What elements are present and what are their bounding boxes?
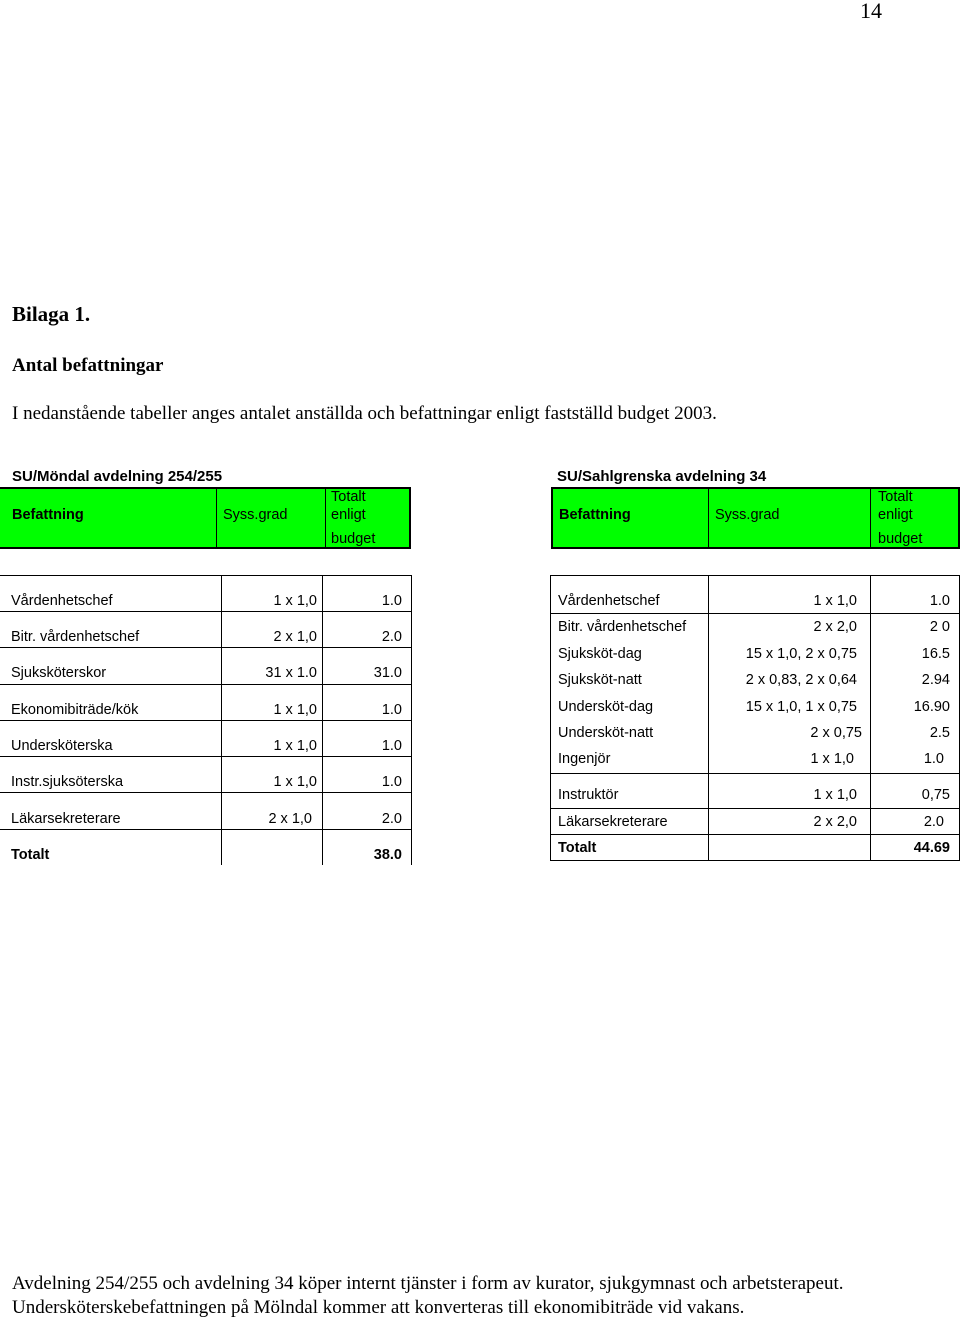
- cell-label: Ekonomibiträde/kök: [11, 702, 139, 718]
- header-befattning: Befattning: [12, 507, 84, 523]
- cell-total: 16.90: [913, 699, 950, 715]
- cell-label: Undersköt-natt: [558, 725, 654, 741]
- section-heading: Antal befattningar: [12, 355, 164, 376]
- cell-total: 2.0: [381, 629, 402, 645]
- cell-syss: 1 x 1,0: [273, 774, 317, 790]
- header-totalt: Totalt: [331, 489, 366, 505]
- total-value: 38.0: [373, 847, 402, 863]
- cell-total: 2.0: [923, 814, 944, 830]
- cell-syss: 2 x 2,0: [813, 619, 857, 635]
- cell-syss: 2 x 0,75: [810, 725, 862, 741]
- header-enligt: enligt: [878, 507, 913, 523]
- total-label: Totalt: [558, 840, 597, 856]
- cell-syss: 15 x 1,0, 2 x 0,75: [745, 646, 857, 662]
- cell-total: 1.0: [381, 738, 402, 754]
- cell-total: 1.0: [381, 702, 402, 718]
- cell-total: 1.0: [381, 774, 402, 790]
- right-table-caption: SU/Sahlgrenska avdelning 34: [557, 468, 767, 485]
- cell-label: Sjuksköt-dag: [558, 646, 642, 662]
- header-syss-grad: Syss.grad: [715, 507, 780, 523]
- cell-total: 1.0: [381, 593, 402, 609]
- cell-label: Vårdenhetschef: [11, 593, 113, 609]
- header-syss-grad: Syss.grad: [223, 507, 288, 523]
- cell-syss: 1 x 1,0: [273, 738, 317, 754]
- cell-label: Bitr. vårdenhetschef: [11, 629, 140, 645]
- left-table: [0, 575, 412, 865]
- cell-label: Instruktör: [558, 787, 619, 803]
- cell-label: Undersköt-dag: [558, 699, 654, 715]
- cell-label: Läkarsekreterare: [558, 814, 668, 830]
- cell-total: 2.0: [381, 811, 402, 827]
- cell-syss: 1 x 1,0: [273, 593, 317, 609]
- cell-syss: 2 x 1,0: [273, 629, 317, 645]
- right-table-header: [551, 487, 960, 549]
- left-table-caption: SU/Möndal avdelning 254/255: [12, 468, 223, 485]
- page-number: 14: [860, 0, 882, 23]
- header-budget: budget: [331, 531, 376, 547]
- cell-label: Läkarsekreterare: [11, 811, 121, 827]
- cell-total: 31.0: [373, 665, 402, 681]
- cell-label: Bitr. vårdenhetschef: [558, 619, 687, 635]
- cell-syss: 31 x 1.0: [265, 665, 317, 681]
- cell-syss: 1 x 1,0: [273, 702, 317, 718]
- cell-total: 2.94: [921, 672, 950, 688]
- cell-label: Vårdenhetschef: [558, 593, 660, 609]
- cell-syss: 1 x 1,0: [813, 593, 857, 609]
- cell-label: Sjuksköterskor: [11, 665, 107, 681]
- cell-syss: 2 x 1,0: [268, 811, 312, 827]
- cell-total: 16.5: [921, 646, 950, 662]
- left-table-header: [0, 487, 411, 549]
- header-befattning: Befattning: [559, 507, 631, 523]
- cell-syss: 15 x 1,0, 1 x 0,75: [745, 699, 857, 715]
- header-budget: budget: [878, 531, 923, 547]
- appendix-heading: Bilaga 1.: [12, 302, 91, 326]
- header-totalt: Totalt: [878, 489, 913, 505]
- cell-syss: 2 x 0,83, 2 x 0,64: [745, 672, 857, 688]
- cell-syss: 2 x 2,0: [813, 814, 857, 830]
- cell-total: 1.0: [929, 593, 950, 609]
- total-value: 44.69: [913, 840, 950, 856]
- cell-syss: 1 x 1,0: [810, 751, 854, 767]
- cell-total: 2.5: [929, 725, 950, 741]
- footnote-paragraph: Avdelning 254/255 och avdelning 34 köper internt tjänster i form av kurator, sjukgymnast och arbetsterapeut. Undersköterskebefattningen på Mölndal kommer att konverteras till ekonomibiträde vid vakans.: [12, 1273, 844, 1318]
- cell-label: Instr.sjuksöterska: [11, 774, 124, 790]
- cell-total: 2 0: [929, 619, 950, 635]
- cell-label: Ingenjör: [558, 751, 611, 767]
- cell-label: Undersköterska: [11, 738, 113, 754]
- total-label: Totalt: [11, 847, 50, 863]
- intro-paragraph: I nedanstående tabeller anges antalet anställda och befattningar enligt fastställd budget 2003.: [12, 403, 717, 424]
- cell-total: 0,75: [921, 787, 950, 803]
- cell-syss: 1 x 1,0: [813, 787, 857, 803]
- cell-label: Sjuksköt-natt: [558, 672, 642, 688]
- header-enligt: enligt: [331, 507, 366, 523]
- right-table: [550, 575, 960, 861]
- cell-total: 1.0: [923, 751, 944, 767]
